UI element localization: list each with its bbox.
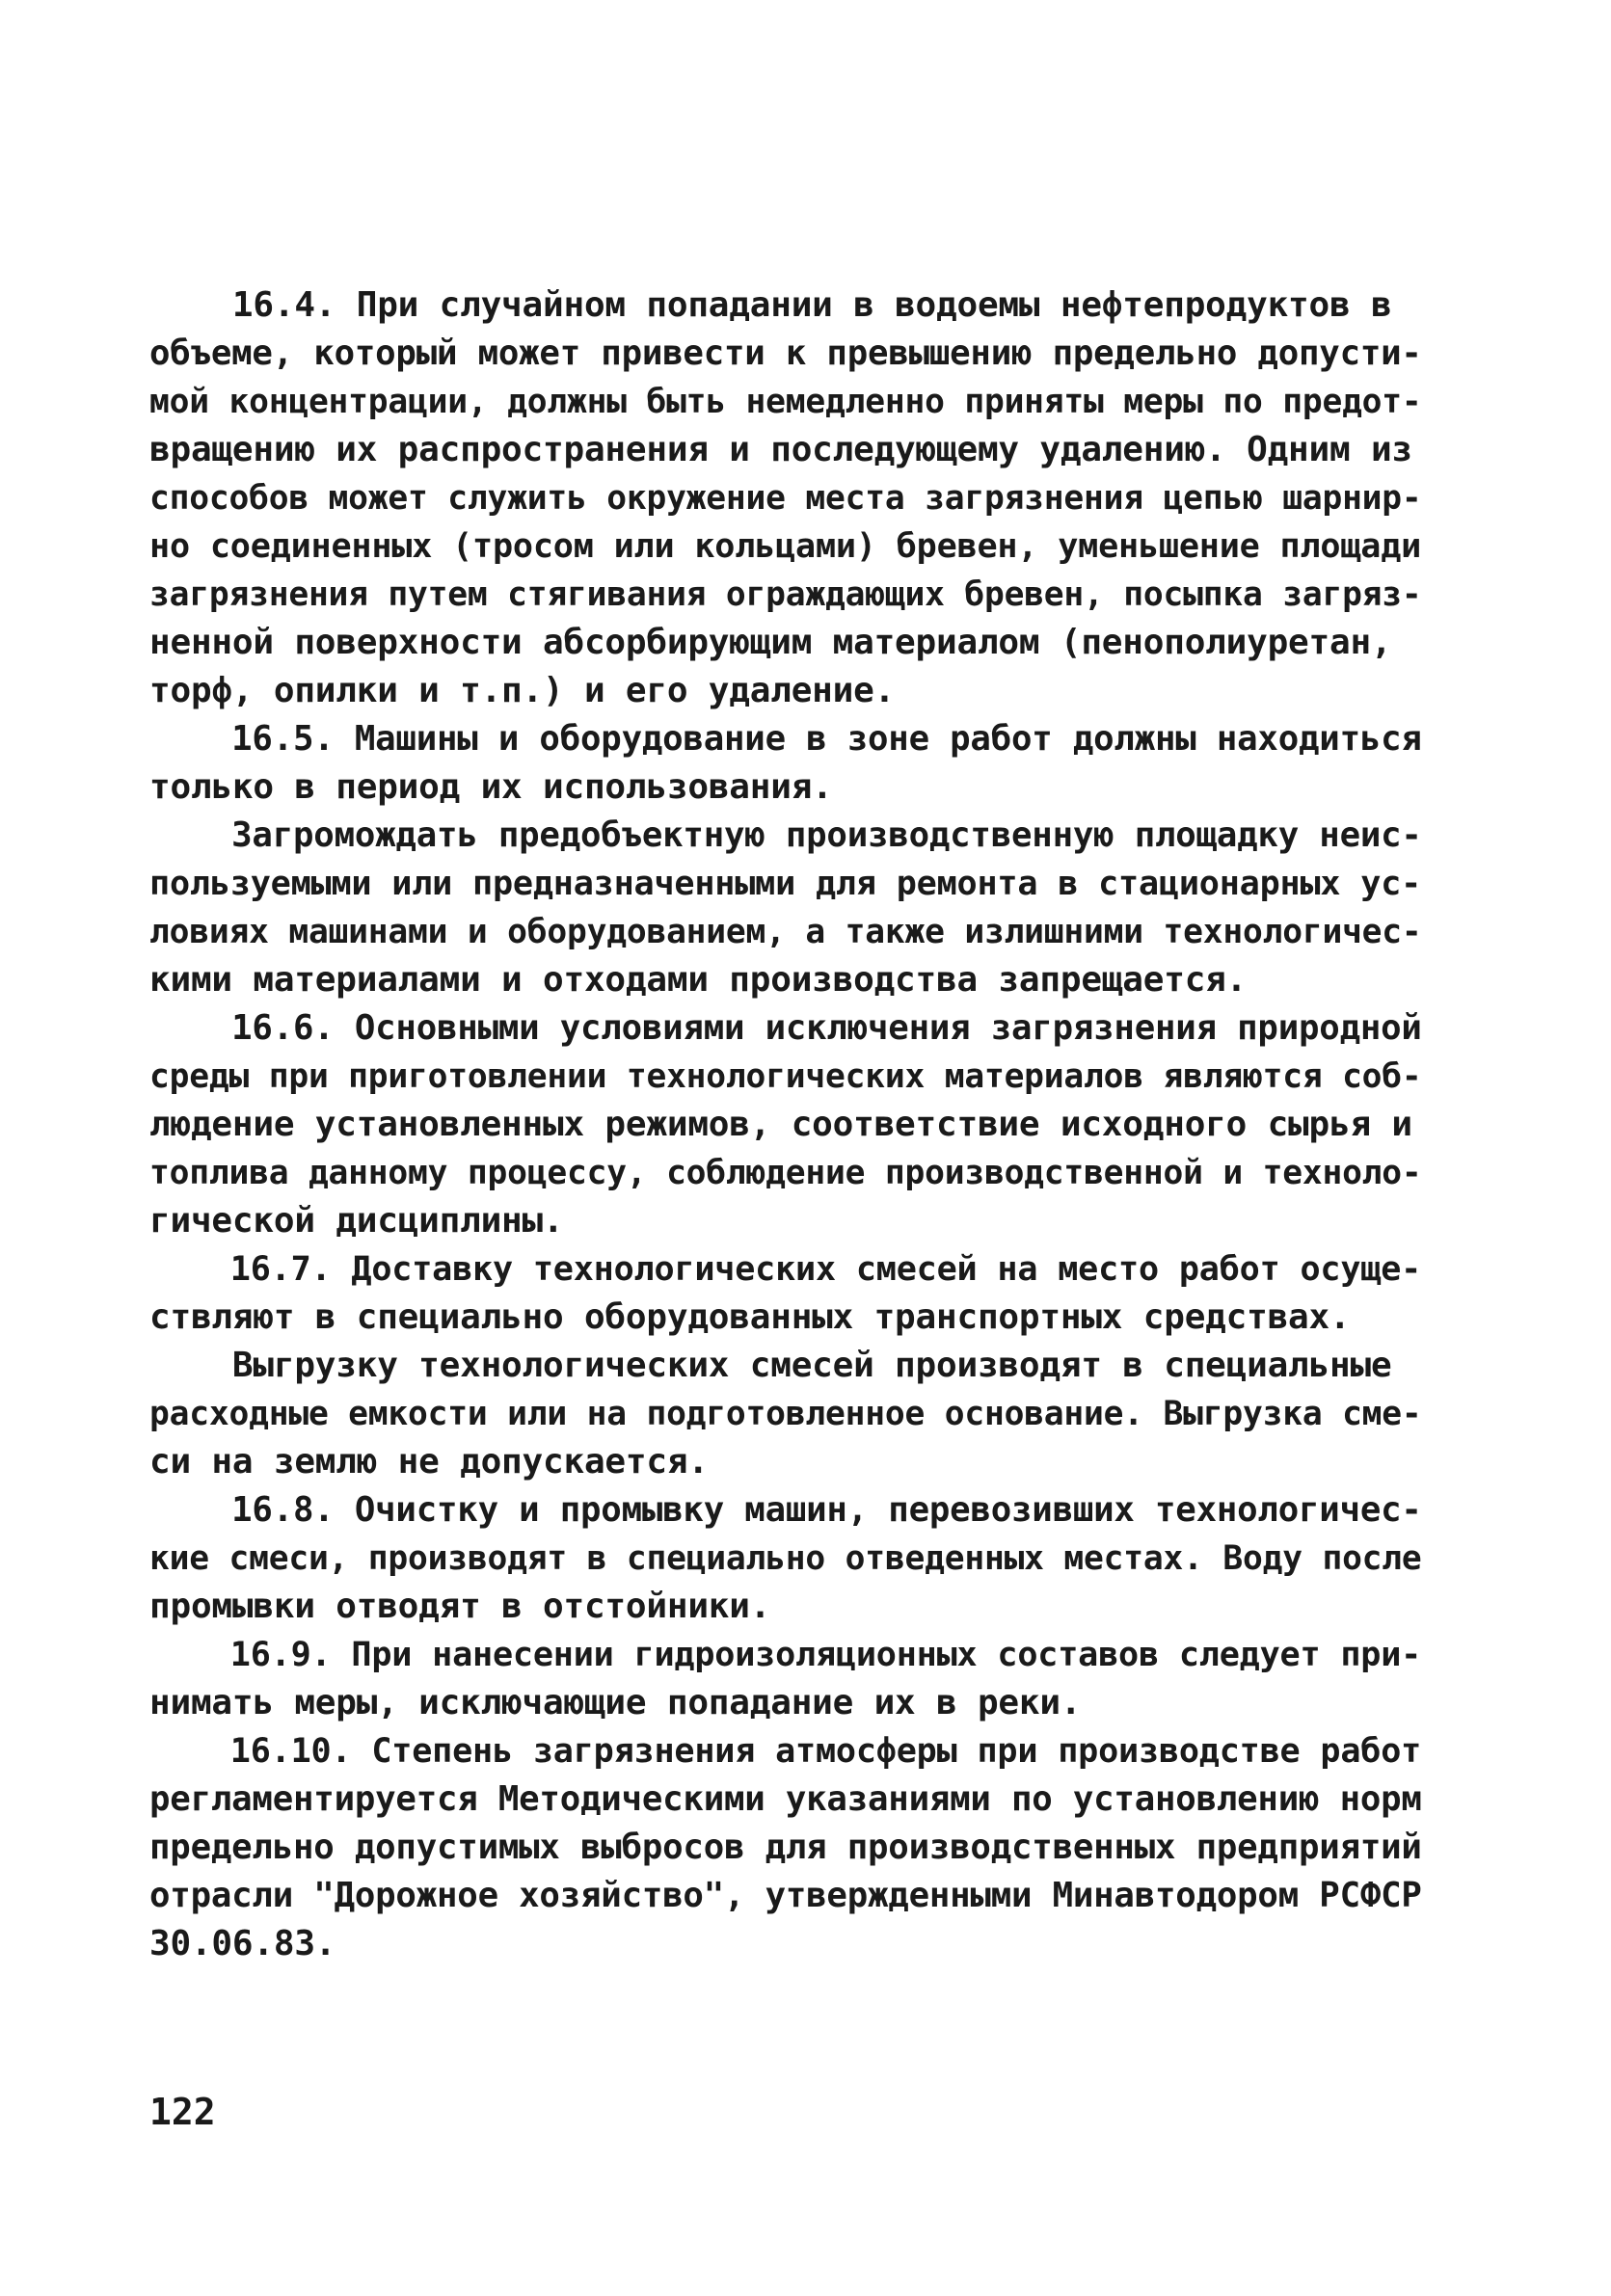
text-line: 16.6. Основными условиями исключения загрязнения природной	[149, 1008, 1422, 1048]
text-line: мой концентрации, должны быть немедленно приняты меры по предот-	[149, 383, 1422, 421]
text-line: пользуемыми или предназначенными для ремонта в стационарных ус-	[149, 864, 1422, 903]
text-line: 16.8. Очистку и промывку машин, перевозивших технологичес-	[149, 1490, 1422, 1530]
text-line: 16.4. При случайном попадании в водоемы нефтепродуктов в	[149, 285, 1392, 325]
text-line: предельно допустимых выбросов для производственных предприятий	[149, 1828, 1422, 1867]
text-line: способов может служить окружение места загрязнения цепью шарнир-	[149, 479, 1422, 518]
text-line: регламентируется Методическими указаниями по установлению норм	[149, 1779, 1422, 1819]
text-line: Загромождать предобъектную производственную площадку неис-	[149, 815, 1422, 855]
text-line: но соединенных (тросом или кольцами) бревен, уменьшение площади	[149, 526, 1422, 566]
text-line: вращению их распространения и последующему удалению. Одним из	[149, 430, 1412, 469]
text-line: Выгрузку технологических смесей производят в специальные	[149, 1346, 1392, 1385]
page-number: 122	[149, 2091, 216, 2133]
text-line: объеме, который может привести к превышению предельно допусти-	[149, 334, 1422, 373]
text-line: только в период их использования.	[149, 767, 833, 807]
text-line: 16.10. Степень загрязнения атмосферы при производстве работ	[149, 1731, 1422, 1771]
text-line: ловиях машинами и оборудованием, а также излишними технологичес-	[149, 913, 1422, 951]
text-line: 16.7. Доставку технологических смесей на место работ осуще-	[149, 1249, 1422, 1289]
text-line: людение установленных режимов, соответствие исходного сырья и	[149, 1105, 1412, 1144]
text-line: среды при приготовлении технологических материалов являются соб-	[149, 1057, 1422, 1096]
text-line: отрасли "Дорожное хозяйство", утвержденными Минавтодором РСФСР	[149, 1876, 1422, 1915]
body-text	[149, 281, 1422, 1968]
text-line: промывки отводят в отстойники.	[149, 1587, 771, 1626]
text-line: 30.06.83.	[149, 1924, 336, 1963]
text-line: расходные емкости или на подготовленное основание. Выгрузка сме-	[149, 1395, 1422, 1433]
text-line: ненной поверхности абсорбирующим материалом (пенополиуретан,	[149, 623, 1392, 662]
text-line: топлива данному процессу, соблюдение производственной и техноло-	[149, 1154, 1422, 1192]
text-line: ствляют в специально оборудованных транспортных средствах.	[149, 1297, 1351, 1337]
text-line: 16.9. При нанесении гидроизоляционных составов следует при-	[149, 1635, 1422, 1674]
text-line: загрязнения путем стягивания ограждающих бревен, посыпка загряз-	[149, 575, 1422, 614]
text-line: нимать меры, исключающие попадание их в реки.	[149, 1683, 1082, 1722]
text-line: торф, опилки и т.п.) и его удаление.	[149, 671, 896, 710]
text-line: кими материалами и отходами производства запрещается.	[149, 960, 1248, 1000]
text-line: гической дисциплины.	[149, 1201, 564, 1241]
text-line: си на землю не допускается.	[149, 1442, 709, 1482]
text-line: 16.5. Машины и оборудование в зоне работ должны находиться	[149, 719, 1422, 759]
text-line: кие смеси, производят в специально отведенных местах. Воду после	[149, 1539, 1422, 1578]
